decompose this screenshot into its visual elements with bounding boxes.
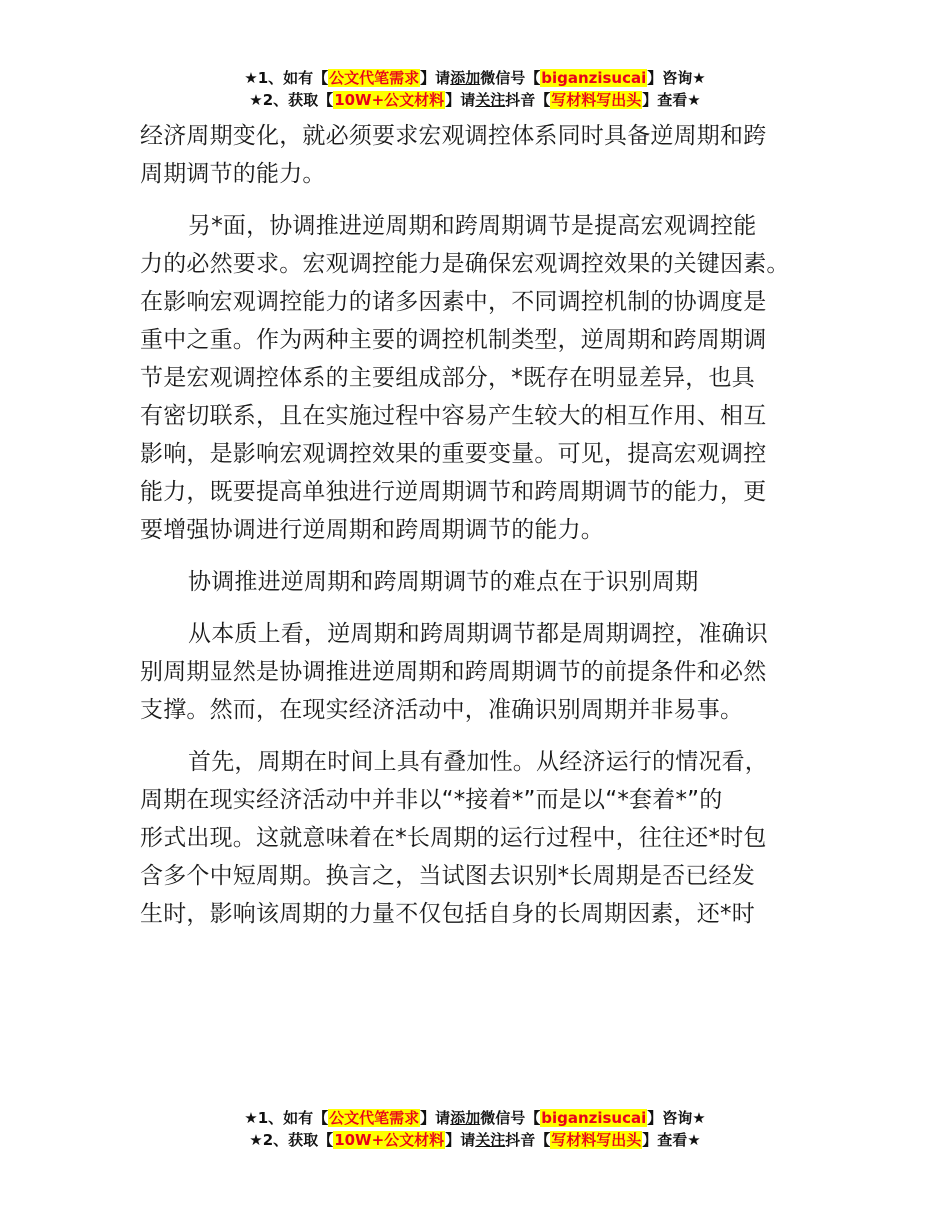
notice-highlight: biganzisucai	[541, 69, 647, 87]
notice-highlight: 公文代笔需求	[329, 1109, 420, 1127]
notice-text: 抖音【	[505, 1131, 551, 1149]
text-line: 周期调节的能力。	[140, 161, 326, 187]
section-heading	[140, 563, 830, 601]
text-line: 能力，既要提高单独进行逆周期调节和跨周期调节的能力，更	[140, 479, 767, 505]
text-line: 节是宏观调控体系的主要组成部分，*既存在明显差异，也具	[140, 365, 755, 391]
notice-text: ★2、获取【	[249, 91, 334, 109]
text-line: 在影响宏观调控能力的诸多因素中，不同调控机制的协调度是	[140, 289, 767, 315]
notice-highlight: 10W+公文材料	[334, 1131, 445, 1149]
notice-underline: 关注	[475, 1131, 506, 1149]
notice-text: 】查看★	[642, 91, 701, 109]
notice-text: ★1、如有【	[244, 1109, 329, 1127]
footer-notice-line-2	[0, 1129, 950, 1151]
text-line: 协调推进逆周期和跨周期调节的难点在于识别周期	[188, 569, 699, 595]
header-notice-line-2	[0, 89, 950, 111]
notice-text: ★2、获取【	[249, 1131, 334, 1149]
header-notice	[0, 67, 950, 111]
notice-highlight: 公文代笔需求	[329, 69, 420, 87]
text-line: 周期在现实经济活动中并非以“*接着*”而是以“*套着*”的	[140, 787, 723, 813]
notice-underline: 添加	[450, 69, 481, 87]
notice-text: 抖音【	[505, 91, 551, 109]
notice-text: 】请	[420, 1109, 451, 1127]
text-line: 首先，周期在时间上具有叠加性。从经济运行的情况看，	[188, 749, 768, 775]
text-line: 影响，是影响宏观调控效果的重要变量。可见，提高宏观调控	[140, 441, 767, 467]
text-line: 生时，影响该周期的力量不仅包括自身的长周期因素，还*时	[140, 901, 755, 927]
paragraph	[140, 117, 830, 193]
header-notice-line-1	[0, 67, 950, 89]
notice-underline: 关注	[475, 91, 506, 109]
notice-text: 】咨询★	[647, 1109, 706, 1127]
text-line: 形式出现。这就意味着在*长周期的运行过程中，往往还*时包	[140, 825, 767, 851]
paragraph	[140, 207, 830, 549]
footer-notice	[0, 1107, 950, 1151]
notice-text: 】请	[420, 69, 451, 87]
paragraph	[140, 615, 830, 729]
notice-text: 微信号【	[480, 69, 541, 87]
text-line: 支撑。然而，在现实经济活动中，准确识别周期并非易事。	[140, 697, 744, 723]
notice-highlight: 写材料写出头	[551, 1131, 642, 1149]
text-line: 从本质上看，逆周期和跨周期调节都是周期调控，准确识	[188, 621, 768, 647]
text-line: 重中之重。作为两种主要的调控机制类型，逆周期和跨周期调	[140, 327, 767, 353]
text-line: 别周期显然是协调推进逆周期和跨周期调节的前提条件和必然	[140, 659, 767, 685]
document-body	[140, 117, 830, 947]
paragraph	[140, 743, 830, 933]
notice-text: 微信号【	[480, 1109, 541, 1127]
notice-highlight: 写材料写出头	[551, 91, 642, 109]
notice-text: ★1、如有【	[244, 69, 329, 87]
notice-text: 】查看★	[642, 1131, 701, 1149]
footer-notice-line-1	[0, 1107, 950, 1129]
text-line: 含多个中短周期。换言之，当试图去识别*长周期是否已经发	[140, 863, 755, 889]
notice-text: 】请	[445, 1131, 476, 1149]
text-line: 另*面，协调推进逆周期和跨周期调节是提高宏观调控能	[188, 213, 757, 239]
notice-text: 】请	[445, 91, 476, 109]
notice-highlight: 10W+公文材料	[334, 91, 445, 109]
notice-highlight: biganzisucai	[541, 1109, 647, 1127]
text-line: 力的必然要求。宏观调控能力是确保宏观调控效果的关键因素。	[140, 251, 790, 277]
notice-text: 】咨询★	[647, 69, 706, 87]
text-line: 有密切联系，且在实施过程中容易产生较大的相互作用、相互	[140, 403, 767, 429]
text-line: 经济周期变化，就必须要求宏观调控体系同时具备逆周期和跨	[140, 123, 767, 149]
text-line: 要增强协调进行逆周期和跨周期调节的能力。	[140, 517, 604, 543]
notice-underline: 添加	[450, 1109, 481, 1127]
